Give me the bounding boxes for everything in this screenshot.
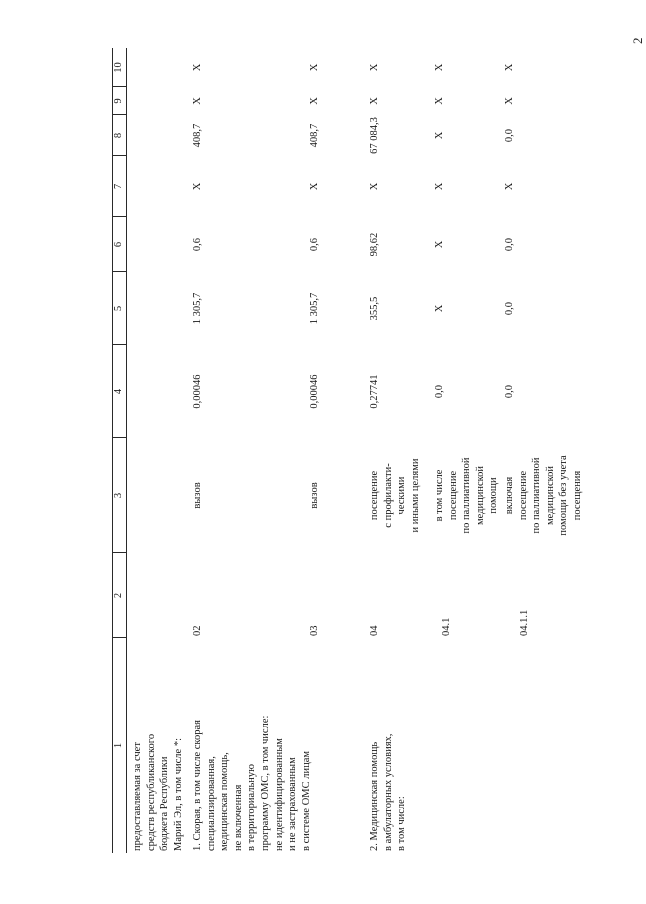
row-value-v10: Х [434,63,445,72]
row-value-v9: Х [504,97,515,105]
row-value-v8: 408,7 [309,123,320,148]
row-unit-line: посещение [369,470,380,521]
row-unit-line: медицинской [474,465,486,526]
row-unit-line: по паллиативной [461,457,473,534]
row-value-v9: Х [369,97,380,105]
row-unit-line: ческими [396,476,408,515]
row-name-line: не идентифицированным [273,738,285,851]
row-value-v7: Х [434,182,445,191]
row-name-line: не включенная [232,784,244,851]
row-code: 04.1 [441,617,452,636]
row-unit-line: посещение [517,470,529,521]
row-code: 04.1.1 [519,609,530,636]
row-name-line: в системе ОМС лицам [300,750,312,851]
row-value-v8: 67 084,3 [369,117,380,154]
row-value-v6: 0,0 [504,237,515,252]
row-value-v6: 98,62 [369,232,380,257]
row-value-v4: 0,27741 [369,374,380,409]
row-unit-line: посещение [447,470,459,521]
row-name-line: бюджета Республики [159,756,171,851]
row-value-v9: Х [309,97,320,105]
row-unit-line: вызов [309,482,320,509]
row-unit-line: включая [504,476,515,515]
row-value-v7: Х [192,182,203,191]
row-unit-line: помощи без учета [558,455,570,536]
column-header: 5 [113,305,124,312]
row-value-v10: Х [192,63,203,72]
page-number: 2 [630,37,645,44]
row-value-v8: 0,0 [504,128,515,143]
row-value-v4: 0,00046 [309,374,320,409]
column-header: 10 [113,62,124,73]
row-name-line: средств республиканского [145,733,157,851]
row-value-v10: Х [369,63,380,72]
row-code: 02 [192,625,203,636]
row-value-v5: 1 305,7 [309,292,320,325]
row-code: 04 [369,625,380,636]
column-header: 9 [113,98,124,104]
header-bottom-line [126,48,127,853]
row-name-line: и не застрахованным [287,757,299,851]
column-header: 1 [113,742,124,749]
row-value-v8: Х [434,131,445,140]
row-value-v6: Х [434,240,445,249]
row-name-line: в территориальную [246,763,258,851]
row-name-line: Марий Эл, в том числе *: [172,738,184,851]
column-header: 8 [113,132,124,139]
column-header: 7 [113,183,124,190]
row-unit-line: по паллиативной [531,457,543,534]
row-value-v5: 1 305,7 [192,292,203,325]
row-unit-line: помощи [488,477,500,514]
row-value-v9: Х [434,97,445,105]
row-value-v4: 0,00046 [192,374,203,409]
row-code: 03 [309,625,320,636]
row-value-v4: 0,0 [504,384,515,399]
column-header: 2 [113,592,124,599]
row-value-v6: 0,6 [192,237,203,252]
row-name-line: специализированная, [205,756,217,851]
row-name-line: в том числе: [396,796,408,851]
row-unit-line: и иными целями [409,458,421,533]
column-header: 3 [113,492,124,499]
row-name-line: 1. Скорая, в том числе скорая [192,720,203,851]
row-value-v10: Х [309,63,320,72]
row-name-line: программу ОМС, в том числе: [260,715,271,851]
row-value-v4: 0,0 [434,384,445,399]
row-name-line: в амбулаторных условиях, [382,733,394,851]
row-unit-line: вызов [192,482,203,509]
row-unit-line: в том числе [434,469,445,522]
row-name-line: медицинская помощь, [219,752,231,851]
rotated-table [112,48,595,853]
row-name-line: 2. Медицинская помощь [369,741,380,851]
row-value-v10: Х [504,63,515,72]
row-value-v5: 355,5 [369,296,380,321]
row-value-v7: Х [504,182,515,191]
row-value-v5: 0,0 [504,301,515,316]
row-name-line: предоставляемая за счет [132,742,143,851]
row-unit-line: посещения [572,470,583,521]
row-value-v8: 408,7 [192,123,203,148]
column-header: 6 [113,241,124,248]
row-unit-line: медицинской [544,465,556,526]
row-value-v9: Х [192,97,203,105]
column-header: 4 [113,388,124,395]
row-value-v7: Х [309,182,320,191]
row-value-v7: Х [369,182,380,191]
row-value-v5: Х [434,304,445,313]
row-value-v6: 0,6 [309,237,320,252]
row-unit-line: с профилакти- [382,463,394,528]
